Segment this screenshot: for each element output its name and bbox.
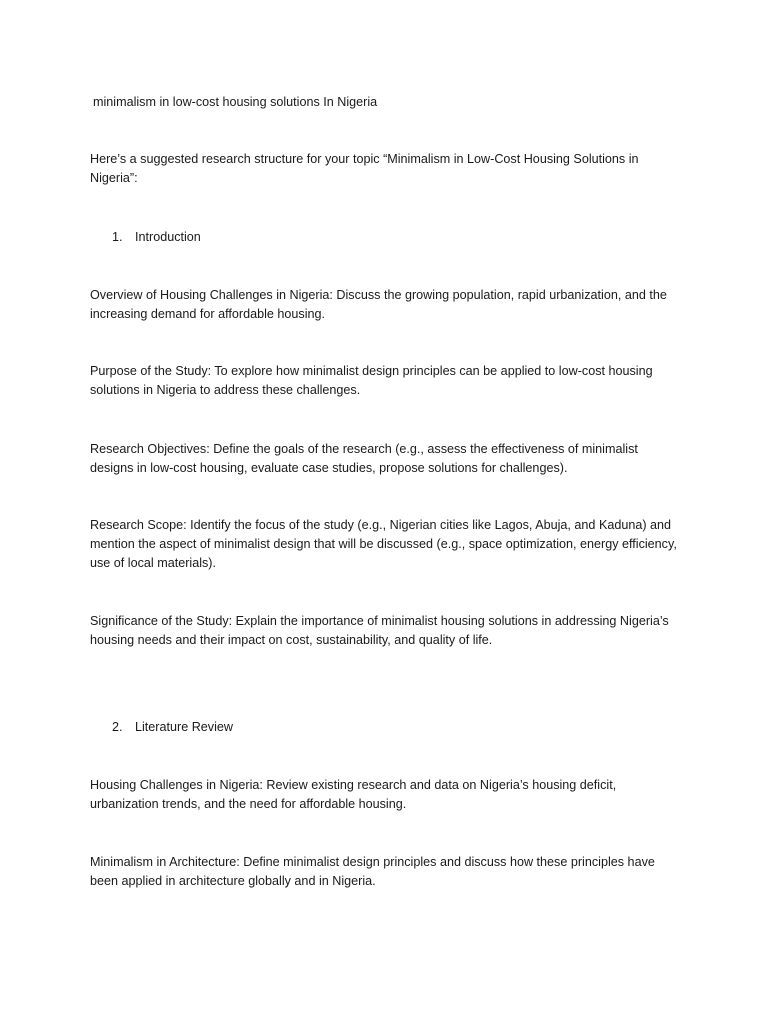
section-number: 2. xyxy=(112,720,123,734)
paragraph-minimalism-in-architecture: Minimalism in Architecture: Define minimalist design principles and discuss how these principles have been applied in architecture globally and in Nigeria. xyxy=(90,855,655,888)
section-heading-introduction xyxy=(112,228,201,247)
section-number: 1. xyxy=(112,230,123,244)
section-heading-text: Introduction xyxy=(135,230,201,244)
section-heading-literature-review xyxy=(112,718,233,737)
paragraph-significance-of-study: Significance of the Study: Explain the importance of minimalist housing solutions in addressing Nigeria’s housing needs and their impact on cost, sustainability, and quality of life. xyxy=(90,614,669,647)
paragraph-purpose-of-study: Purpose of the Study: To explore how minimalist design principles can be applied to low-cost housing solutions in Nigeria to address these challenges. xyxy=(90,364,653,397)
intro-paragraph: Here’s a suggested research structure for your topic “Minimalism in Low-Cost Housing Solutions in Nigeria”: xyxy=(90,152,639,185)
paragraph-research-scope: Research Scope: Identify the focus of the study (e.g., Nigerian cities like Lagos, Abuja, and Kaduna) and mention the aspect of minimalist design that will be discussed (e.g., space optimization, energy efficiency, use of local materials). xyxy=(90,518,677,570)
paragraph-housing-challenges-overview: Overview of Housing Challenges in Nigeria: Discuss the growing population, rapid urbanization, and the increasing demand for affordable housing. xyxy=(90,288,667,321)
paragraph-research-objectives: Research Objectives: Define the goals of the research (e.g., assess the effectiveness of minimalist designs in low-cost housing, evaluate case studies, propose solutions for challenges). xyxy=(90,442,638,475)
paragraph-housing-challenges-review: Housing Challenges in Nigeria: Review existing research and data on Nigeria’s housing deficit, urbanization trends, and the need for affordable housing. xyxy=(90,778,617,811)
document-title: minimalism in low-cost housing solutions In Nigeria xyxy=(93,95,378,109)
section-heading-text: Literature Review xyxy=(135,720,233,734)
